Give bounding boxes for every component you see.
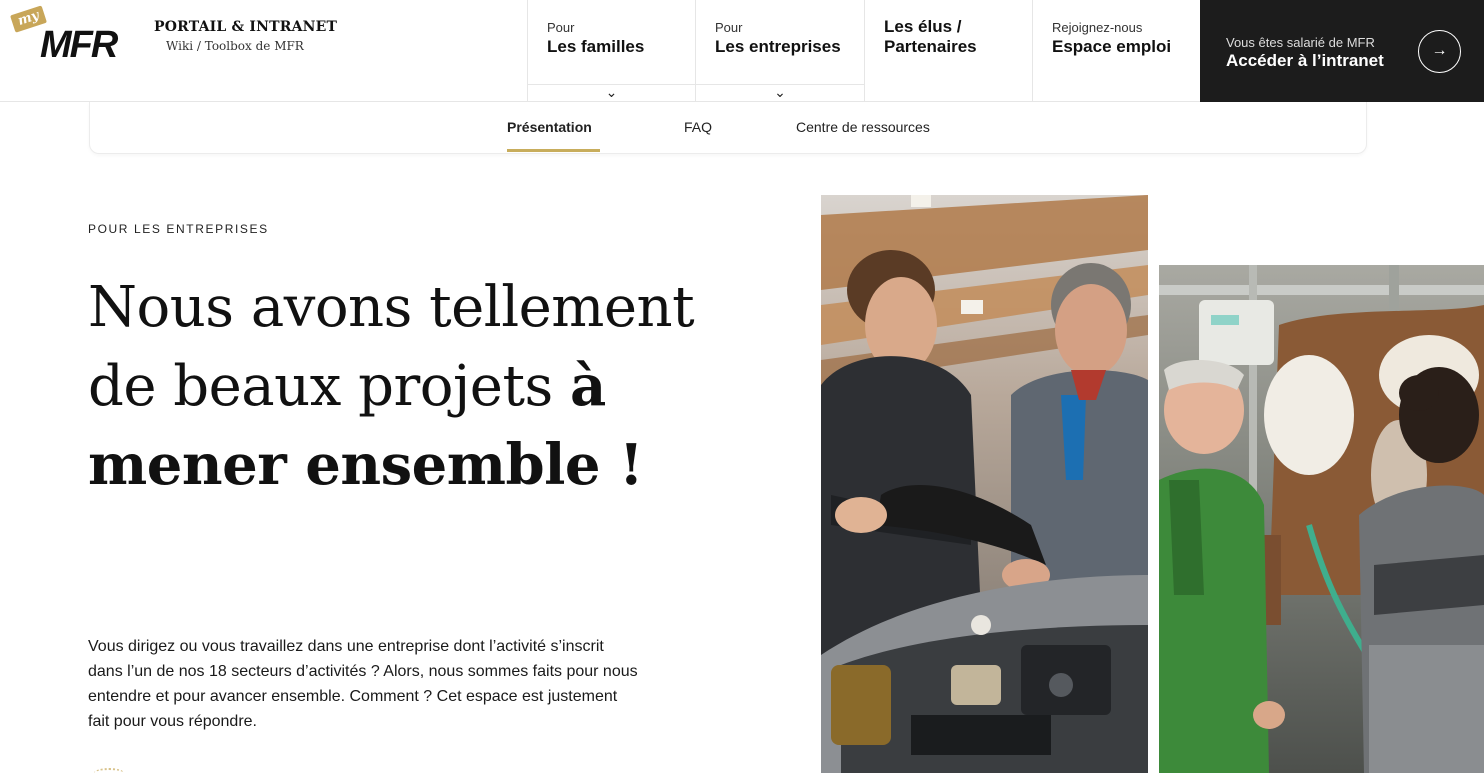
tab-faq[interactable]: FAQ (684, 119, 713, 135)
headline-bold: à mener ensemble ! (88, 353, 644, 498)
garage-mechanics-photo (821, 195, 1148, 773)
intro-paragraph: Vous dirigez ou vous travaillez dans une entreprise dont l’activité s’inscrit dans l’un de nos 18 secteurs d’activités ? Alors, nous sommes faits pour nous entendre et pour avancer ensemble. Comment ? Cet espace est justement fait pour vous répondre. (88, 638, 638, 730)
intranet-cta-label: Accéder à l’intranet (1226, 51, 1384, 70)
tab-centre-ressources[interactable]: Centre de ressources (796, 119, 930, 135)
active-tab-indicator (507, 149, 600, 152)
nav-entreprises-kicker: Pour (715, 20, 743, 35)
garage-photo-illustration (821, 195, 1148, 773)
chevron-down-icon: ⌄ (605, 84, 618, 100)
nav-emploi-label: Espace emploi (1052, 37, 1172, 56)
nav-elus-partenaires[interactable] (864, 0, 1032, 102)
site-header (0, 0, 1484, 102)
nav-espace-emploi[interactable] (1032, 0, 1200, 102)
nav-elus-line1: Les élus / (884, 17, 962, 36)
nav-emploi-kicker: Rejoignez-nous (1052, 20, 1143, 35)
mfr-logo[interactable] (12, 8, 136, 66)
tab-presentation[interactable]: Présentation (507, 119, 592, 135)
dairy-photo-illustration (1159, 265, 1484, 773)
nav-entreprises-label: Les entreprises (715, 37, 841, 56)
section-eyebrow: POUR LES ENTREPRISES (88, 222, 269, 236)
nav-entreprises-dropdown[interactable] (696, 84, 864, 102)
arrow-right-icon[interactable]: → (1418, 30, 1461, 73)
chevron-down-icon: ⌄ (774, 84, 786, 100)
logo-my-badge: my (10, 5, 47, 32)
decorative-ornament (94, 768, 124, 773)
nav-entreprises[interactable] (695, 0, 864, 102)
intranet-cta[interactable] (1200, 0, 1484, 102)
nav-elus-label (884, 17, 977, 57)
section-tabs (89, 102, 1367, 154)
nav-familles-label: Les familles (547, 37, 645, 56)
nav-elus-line2: Partenaires (884, 37, 977, 56)
logo-wordmark: MFR (40, 24, 117, 66)
brand-subtitle: Wiki / Toolbox de MFR (166, 39, 304, 53)
brand-title: PORTAIL & INTRANET (154, 19, 338, 35)
intranet-cta-kicker: Vous êtes salarié de MFR (1226, 35, 1375, 50)
headline-regular: Nous avons tellement de beaux projets (88, 275, 695, 419)
nav-familles-kicker: Pour (547, 20, 575, 35)
nav-familles-dropdown[interactable] (528, 84, 695, 102)
dairy-farm-photo (1159, 265, 1484, 773)
nav-familles[interactable] (527, 0, 695, 102)
page-title (88, 268, 728, 505)
